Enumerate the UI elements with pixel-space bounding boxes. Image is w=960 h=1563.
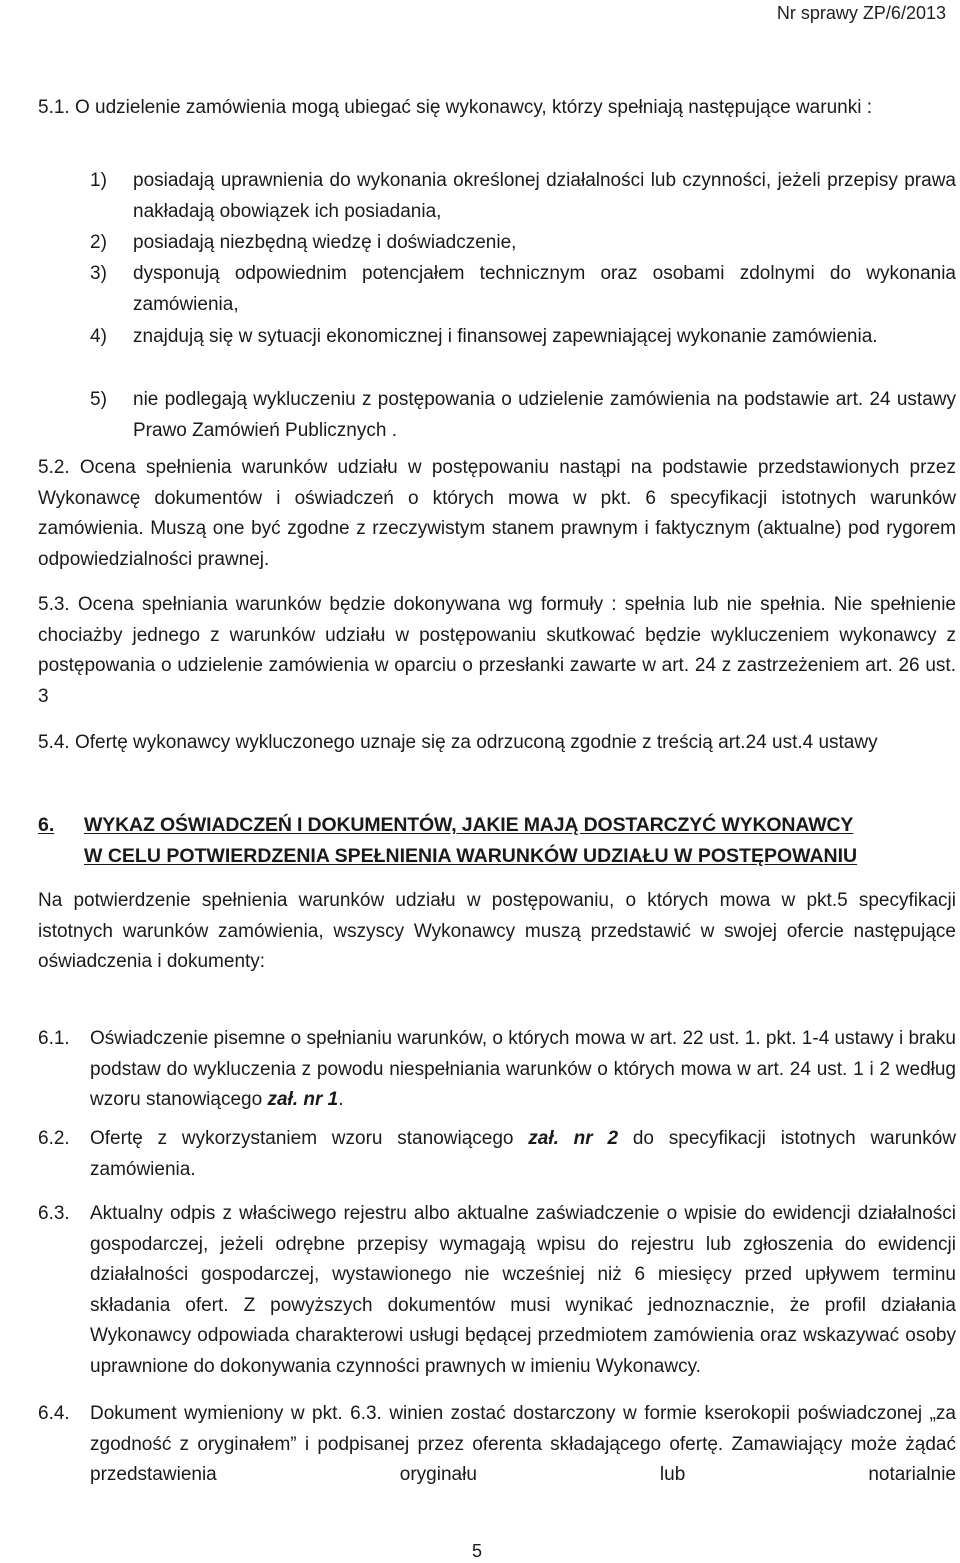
list-item-text: Dokument wymieniony w pkt. 6.3. winien zostać dostarczony w formie kserokopii poświadczonej „za zgodność z oryginałem” i podpisanej przez oferenta składającego ofertę. Zamawiający może żądać przedstawienia oryginału lub notarialnie — [90, 1403, 956, 1485]
list-item-number: 1) — [90, 170, 107, 191]
section-5-3: 5.3. Ocena spełniania warunków będzie dokonywana wg formuły : spełnia lub nie spełnia. Nie spełnienie chociażby jednego z warunków udziału w postępowaniu skutkować będzie wykluczeniem wykonawcy z postępowania o udzielenie zamówienia w oparciu o przesłanki zawarte w art. 24 z zastrzeżeniem art. 26 ust. 3 — [38, 594, 956, 707]
list-item-number: 6.4. — [38, 1403, 70, 1424]
list-item-text — [90, 1124, 956, 1185]
section-6-number: 6. — [38, 814, 55, 836]
list-item-number: 5) — [90, 389, 107, 410]
list-item — [38, 1124, 956, 1186]
section-6-intro: Na potwierdzenie spełnienia warunków udziału w postępowaniu, o których mowa w pkt.5 specyfikacji istotnych warunków zamówienia, wszyscy Wykonawcy muszą przedstawić w swojej ofercie następujące oświadczenia i dokumenty: — [38, 890, 956, 972]
case-number-header: Nr sprawy ZP/6/2013 — [776, 3, 946, 23]
section-6-title-line1: WYKAZ OŚWIADCZEŃ I DOKUMENTÓW, JAKIE MAJĄ DOSTARCZYĆ WYKONAWCY — [84, 814, 854, 836]
attachment-reference: zał. nr 2 — [528, 1128, 619, 1149]
list-item-text: nie podlegają wykluczeniu z postępowania o udzielenie zamówienia na podstawie art. 24 ustawy Prawo Zamówień Publicznych . — [133, 389, 956, 441]
list-item — [90, 385, 956, 447]
page-number: 5 — [472, 1541, 483, 1561]
list-item-text-part: . — [338, 1089, 344, 1110]
section-5-1-intro: 5.1. O udzielenie zamówienia mogą ubiegać się wykonawcy, którzy spełniają następujące warunki : — [38, 97, 872, 118]
list-item — [90, 228, 956, 259]
list-item-text: dysponują odpowiednim potencjałem technicznym oraz osobami zdolnymi do wykonania zamówienia, — [133, 263, 956, 315]
list-item — [90, 166, 956, 228]
list-item-text: posiadają niezbędną wiedzę i doświadczenie, — [133, 232, 517, 253]
list-item-number: 6.2. — [38, 1128, 70, 1149]
section-5-2: 5.2. Ocena spełnienia warunków udziału w postępowaniu nastąpi na podstawie przedstawionych przez Wykonawcę dokumentów i oświadczeń o których mowa w pkt. 6 specyfikacji istotnych warunków zamówienia. Muszą one być zgodne z rzeczywistym stanem prawnym i faktycznym (aktualne) pod rygorem odpowiedzialności prawnej. — [38, 457, 956, 570]
list-item-number: 3) — [90, 263, 107, 284]
list-item-number: 6.3. — [38, 1203, 70, 1224]
list-item-number: 4) — [90, 326, 107, 347]
list-item — [38, 1024, 956, 1116]
list-item-number: 2) — [90, 232, 107, 253]
list-item-text-part: Oświadczenie pisemne o spełnianiu warunków, o których mowa w art. 22 ust. 1. pkt. 1-4 ustawy i braku podstaw do wykluczenia z powodu niespełniania warunków o których mowa w art. 24 ust. 1 i 2 według wzoru stanowiącego — [90, 1028, 956, 1110]
section-6-title-line2: W CELU POTWIERDZENIA SPEŁNIENIA WARUNKÓW UDZIAŁU W POSTĘPOWANIU — [84, 845, 858, 867]
list-item — [38, 1199, 956, 1417]
list-item — [90, 322, 956, 384]
list-item-number: 6.1. — [38, 1028, 70, 1049]
attachment-reference: zał. nr 1 — [267, 1089, 339, 1110]
list-item-text — [90, 1024, 956, 1116]
list-item-text: posiadają uprawnienia do wykonania określonej działalności lub czynności, jeżeli przepisy prawa nakładają obowiązek ich posiadania, — [133, 170, 956, 222]
list-item-text-part: Ofertę z wykorzystaniem wzoru stanowiącego — [90, 1128, 529, 1149]
list-item-text: znajdują się w sytuacji ekonomicznej i finansowej zapewniającej wykonanie zamówienia. — [133, 326, 878, 347]
list-item-text: Aktualny odpis z właściwego rejestru albo aktualne zaświadczenie o wpisie do ewidencji działalności gospodarczej, jeżeli odrębne przepisy wymagają wpisu do rejestru lub zgłoszenia do ewidencji działalności gospodarczej, wystawionego nie wcześniej niż 6 miesięcy przed upływem terminu składania ofert. Z powyższych dokumentów musi wynikać jednoznacznie, że profil działania Wykonawcy odpowiada charakterowi usługi będącej przedmiotem zamówienia oraz wskazywać osoby uprawnione do dokonywania czynności prawnych w imieniu Wykonawcy. — [90, 1203, 956, 1377]
list-item-text-part: do specyfikacji istotnych warunków zamówienia. — [90, 1128, 956, 1180]
list-item — [90, 259, 956, 321]
section-5-4: 5.4. Ofertę wykonawcy wykluczonego uznaje się za odrzuconą zgodnie z treścią art.24 ust.4 ustawy — [38, 732, 878, 753]
list-item — [38, 1399, 956, 1499]
